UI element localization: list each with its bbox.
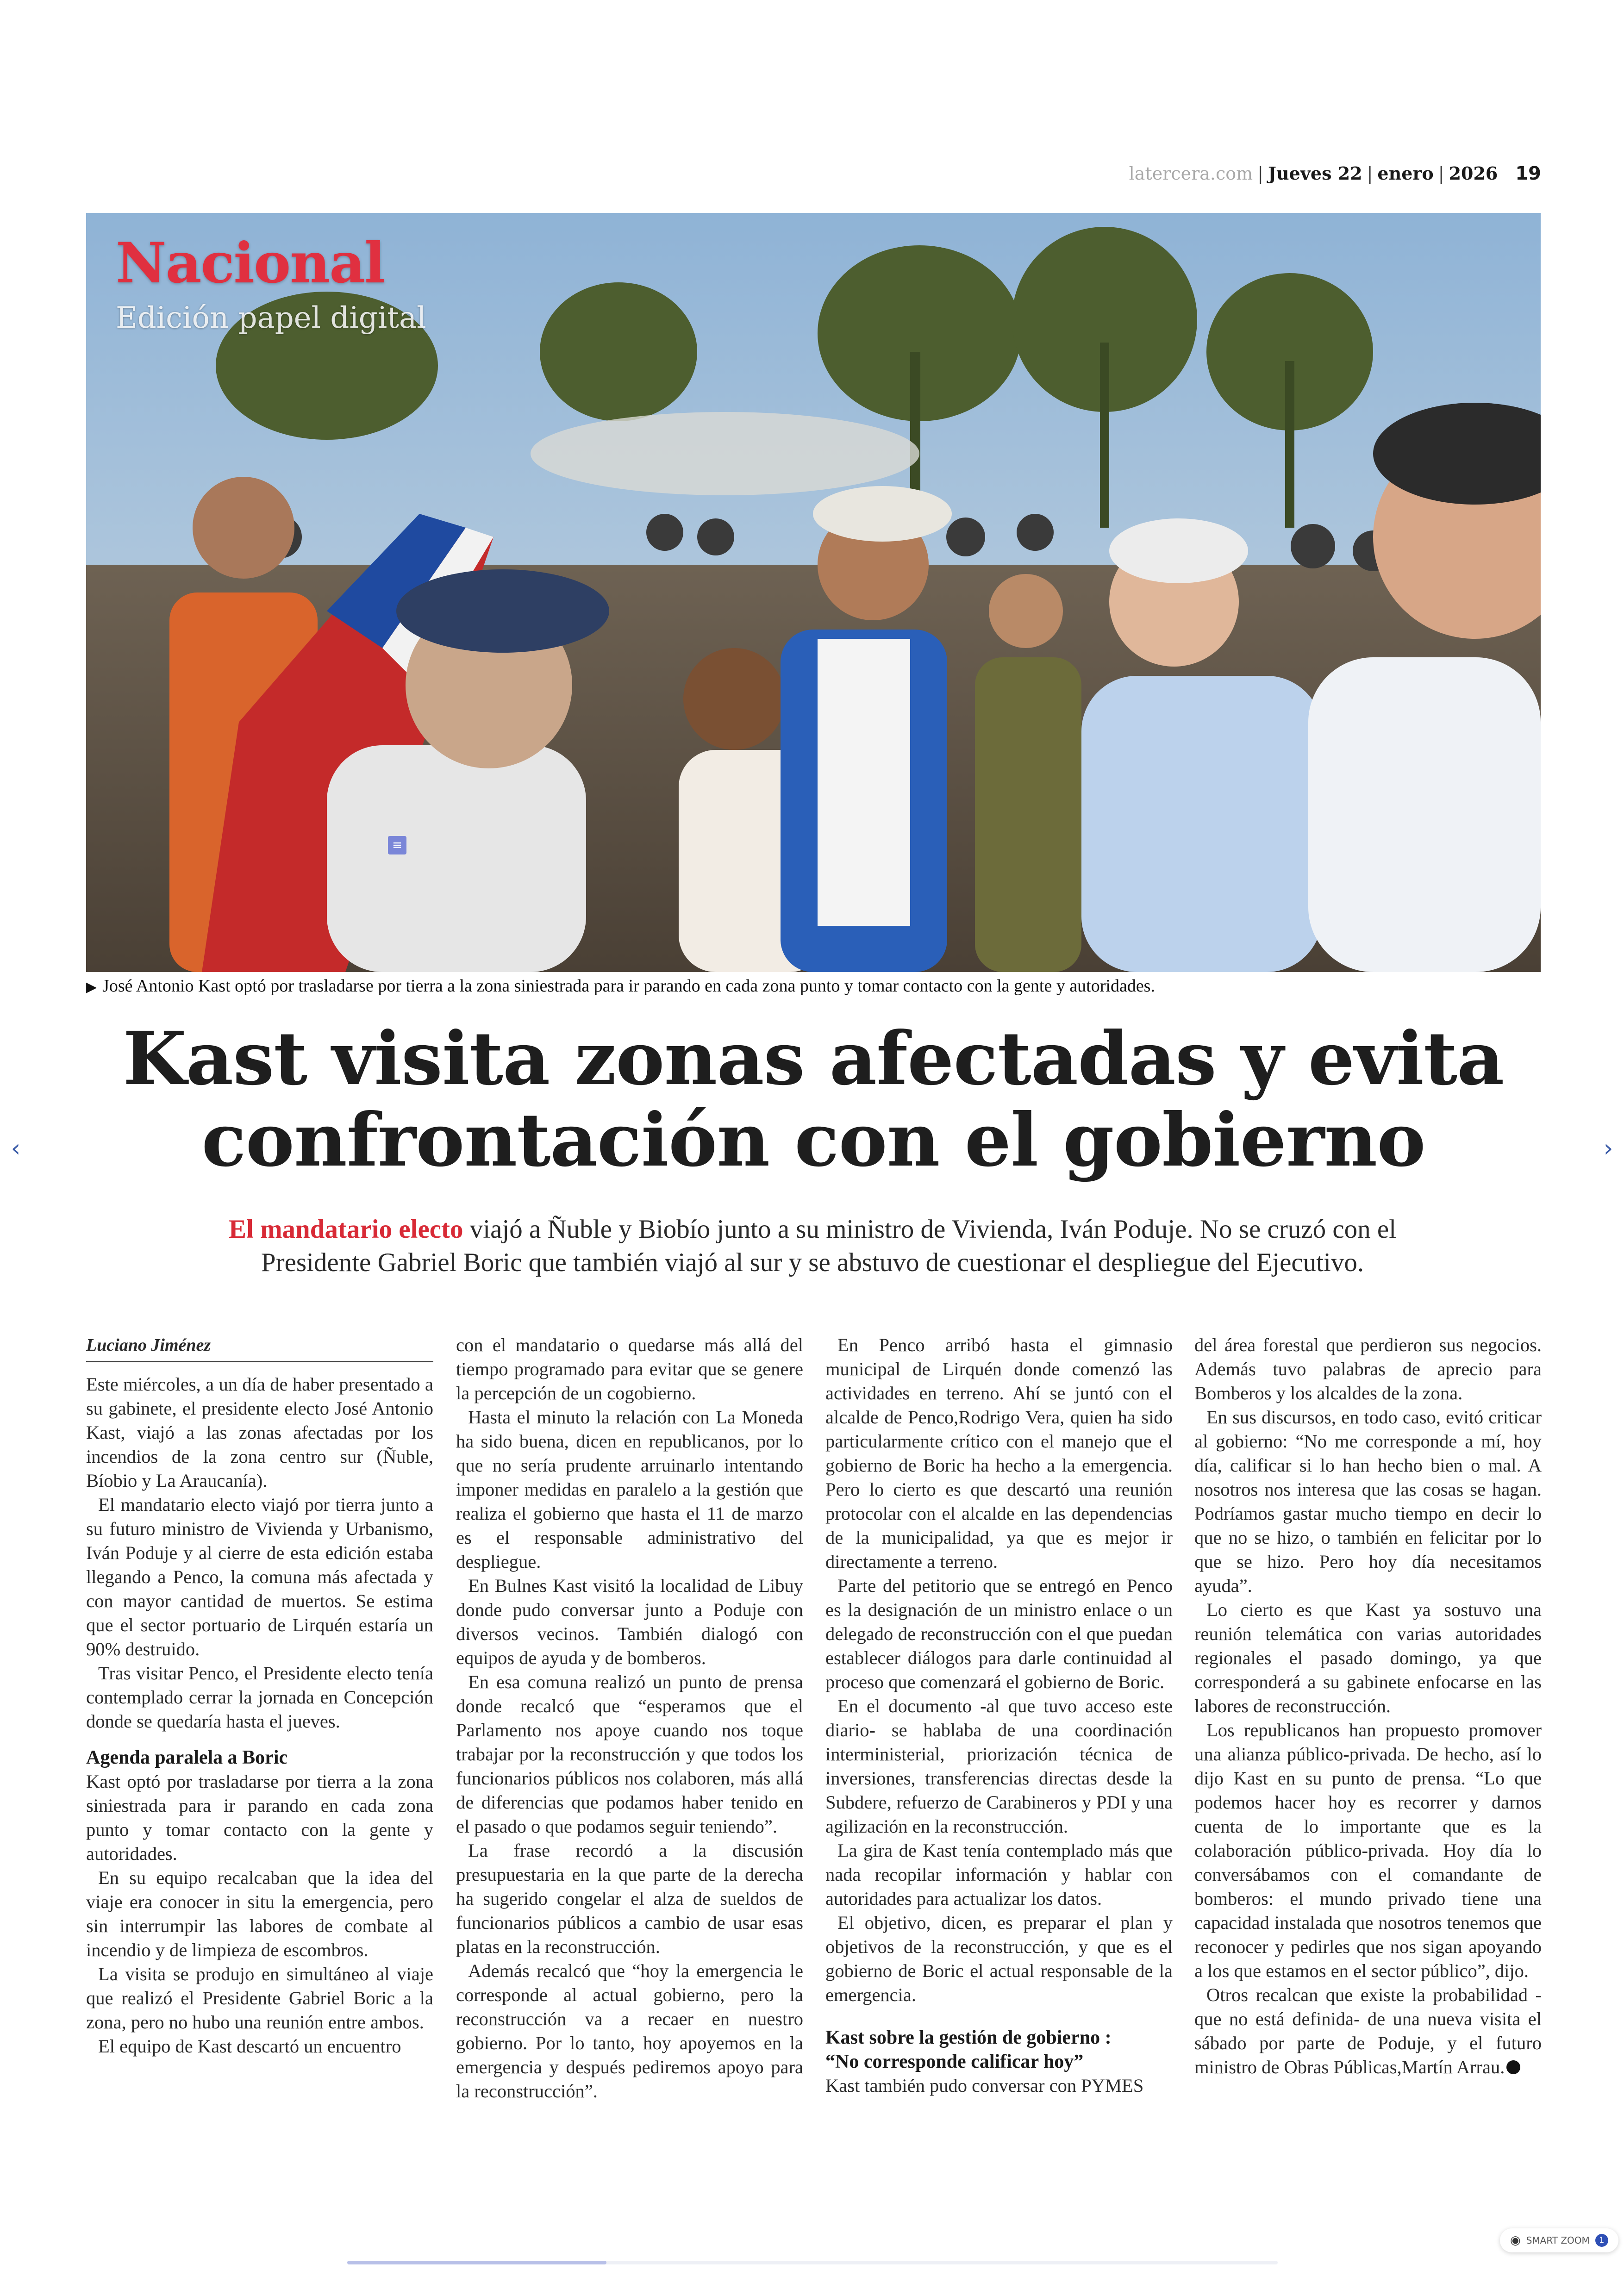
paragraph: con el mandatario o quedarse más allá del tiempo programado para evitar que se genere la percepción de un cogobierno. <box>456 1335 803 1403</box>
note-icon[interactable]: ≡ <box>388 836 406 854</box>
paragraph: La frase recordó a la discusión presupuestaria en la que parte de la derecha ha sugerido congelar el alza de sueldos de funcionarios públicos a cambio de usar esas platas en la reconstrucción. <box>456 1840 803 1957</box>
deck-lead: El mandatario electo <box>228 1215 463 1244</box>
byline: Luciano Jiménez <box>86 1333 433 1362</box>
paragraph: En Penco arribó hasta el gimnasio municipal de Lirquén donde comenzó las actividades en terreno. Ahí se juntó con el alcalde de Penco,Rodrigo Vera, quien ha sido particularmente crítico con el manejo que el gobierno de Boric ha hecho a la emergencia. Pero lo cierto es que descartó una reunión protocolar con el alcalde en las dependencias de la municipalidad, ya que es mejor ir directamente a terreno. <box>825 1335 1173 1572</box>
folio-year: 2026 <box>1449 163 1498 184</box>
eye-icon: ◉ <box>1510 2233 1521 2247</box>
paragraph: En su equipo recalcaban que la idea del viaje era conocer in situ la emergencia, pero sin interrumpir las labores de combate al incendio y de limpieza de escombros. <box>86 1867 433 1960</box>
headline-line-2: confrontación con el gobierno <box>201 1098 1425 1183</box>
paragraph: En sus discursos, en todo caso, evitó criticar al gobierno: “No me corresponde a mí, hoy día, calificar si lo han hecho bien o mal. A nosotros nos interesa que las cosas se hagan. Podríamos gastar mucho tiempo en decir lo que no se hizo, o también en felicitar por lo que se hizo. Pero hoy día necesitamos ayuda”. <box>1194 1407 1542 1596</box>
subhead-line-1: Kast sobre la gestión de gobierno : <box>825 2027 1112 2048</box>
paragraph <box>1194 1983 1542 2079</box>
paragraph: Este miércoles, a un día de haber presentado a su gabinete, el presidente electo José Antonio Kast, viajó a las zonas afectadas por los incendios de la zona centro sur (Ñuble, Bíobio y La Araucanía). <box>86 1374 433 1491</box>
caption-text: José Antonio Kast optó por trasladarse por tierra a la zona siniestrada para ir parando en cada zona punto y tomar contacto con la gente y autoridades. <box>102 976 1155 996</box>
folio-month: enero <box>1377 163 1434 184</box>
paragraph: Hasta el minuto la relación con La Moneda ha sido buena, dicen en republicanos, por lo que no sería prudente arruinarlo intentando imponer medidas en paralelo a la gestión que realiza el gobierno que hasta el 11 de marzo es el responsable administrativo del despliegue. <box>456 1407 803 1572</box>
caption-arrow-icon: ▶ <box>86 979 97 995</box>
headline-line-1: Kast visita zonas afectadas y evita <box>123 1016 1504 1102</box>
next-page-button[interactable]: › <box>1603 1135 1613 1162</box>
page-number: 19 <box>1515 163 1541 184</box>
article-column-4 <box>1194 1333 1542 2079</box>
paragraph: Los republicanos han propuesto promover una alianza público-privada. De hecho, así lo dijo Kast en su punto de prensa. “Lo que podemos hacer hoy es recorrer y darnos cuenta de lo importante que es la colaboración público-privada. Hoy día lo conversábamos con el comandante de bomberos: el mundo privado tiene una capacidad instalada que nosotros tenemos que reconocer y pedirles que nos sigan apoyando a los que estamos en el sector público”, dijo. <box>1194 1720 1542 1981</box>
paragraph: La visita se produjo en simultáneo al viaje que realizó el Presidente Gabriel Boric a la zona, pero no hubo una reunión entre ambos. <box>86 1964 433 2033</box>
scrollbar-thumb[interactable] <box>347 2261 606 2264</box>
paragraph: Lo cierto es que Kast ya sostuvo una reunión telemática con varias autoridades regionales el pasado domingo, ya que corresponderá a su gabinete enfocarse en las labores de reconstrucción. <box>1194 1599 1542 1716</box>
page-scrollbar[interactable] <box>347 2261 1278 2264</box>
section-title: Nacional <box>116 231 385 296</box>
subhead-line-2: “No corresponde calificar hoy” <box>825 2051 1084 2072</box>
deck <box>176 1213 1449 1279</box>
paragraph: Tras visitar Penco, el Presidente electo tenía contemplado cerrar la jornada en Concepción donde se quedaría hasta el jueves. <box>86 1663 433 1732</box>
final-paragraph-text: Otros recalcan que existe la probabilidad -que no está definida- de una nueva visita el sábado por parte de Poduje, y el futuro ministro de Obras Públicas,Martín Arrau. <box>1194 1984 1542 2077</box>
end-mark-icon <box>1506 2060 1520 2074</box>
previous-page-button[interactable]: ‹ <box>11 1135 21 1162</box>
paragraph: Parte del petitorio que se entregó en Penco es la designación de un ministro enlace o un delegado de reconstrucción con el que puedan establecer diálogos para darle continuidad al proceso que comenzará el gobierno de Boric. <box>825 1575 1173 1692</box>
smart-zoom-badge: 1 <box>1595 2234 1608 2247</box>
edition-label: Edición papel digital <box>116 301 426 335</box>
paragraph: El equipo de Kast descartó un encuentro <box>98 2036 401 2057</box>
subhead <box>825 2026 1173 2074</box>
paragraph: Además recalcó que “hoy la emergencia le corresponde al actual gobierno, pero la reconstrucción va a recaer en nuestro gobierno. Por lo tanto, hoy apoyemos en la emergencia y después pediremos apoyo para la reconstrucción”. <box>456 1960 803 2102</box>
subhead: Agenda paralela a Boric <box>86 1747 288 1768</box>
paragraph: El mandatario electo viajó por tierra junto a su futuro ministro de Vivienda y Urbanismo, Iván Poduje y al cierre de esta edición estaba llegando a Penco, la comuna más afectada y con mayor cantidad de muertos. Se estima que el sector portuario de Lirquén estaría un 90% destruido. <box>86 1494 433 1659</box>
paragraph: En Bulnes Kast visitó la localidad de Libuy donde pudo conversar junto a Poduje con diversos vecinos. También dialogó con equipos de ayuda y de bomberos. <box>456 1575 803 1668</box>
smart-zoom-button[interactable] <box>1500 2228 1618 2252</box>
paragraph: En esa comuna realizó un punto de prensa donde recalcó que “esperamos que el Parlamento nos apoye cuando nos toque trabajar por la reconstrucción y que todos los funcionarios públicos nos colaboren, más allá de diferencias que podamos haber tenido en el pasado o que podamos seguir teniendo”. <box>456 1671 803 1837</box>
folio-day: Jueves 22 <box>1268 163 1362 184</box>
article-column-1 <box>86 1333 433 2058</box>
deck-text: viajó a Ñuble y Biobío junto a su ministro de Vivienda, Iván Poduje. No se cruzó con el Presidente Gabriel Boric que también viajó al sur y se abstuvo de cuestionar el despliegue del Ejecutivo. <box>261 1215 1397 1277</box>
paragraph: En el documento -al que tuvo acceso este diario- se hablaba de una coordinación interministerial, priorización técnica de inversiones, transferencias directas desde la Subdere, refuerzo de Carabineros y PDI y una agilización en la reconstrucción. <box>825 1696 1173 1837</box>
paragraph: Kast también pudo conversar con PYMES <box>825 2075 1144 2096</box>
article-column-2 <box>456 1333 803 2103</box>
page-folio: latercera.com | Jueves 22 | enero | 2026 19 <box>1129 163 1541 184</box>
paragraph: del área forestal que perdieron sus negocios. Además tuvo palabras de aprecio para Bomberos y los alcaldes de la zona. <box>1194 1335 1542 1403</box>
photo-caption <box>86 976 1541 996</box>
headline <box>86 1018 1541 1181</box>
article-column-3 <box>825 1333 1173 2098</box>
smart-zoom-label: SMART ZOOM <box>1526 2235 1590 2246</box>
paragraph: Kast optó por trasladarse por tierra a la zona siniestrada para ir parando en cada zona punto y tomar contacto con la gente y autoridades. <box>86 1771 433 1864</box>
site-name: latercera.com <box>1129 163 1253 184</box>
paragraph: El objetivo, dicen, es preparar el plan y objetivos de la reconstrucción, y que es el gobierno de Boric el actual responsable de la emergencia. <box>825 1912 1173 2005</box>
paragraph: La gira de Kast tenía contemplado más que nada recopilar información y hablar con autoridades para actualizar los datos. <box>825 1840 1173 1909</box>
